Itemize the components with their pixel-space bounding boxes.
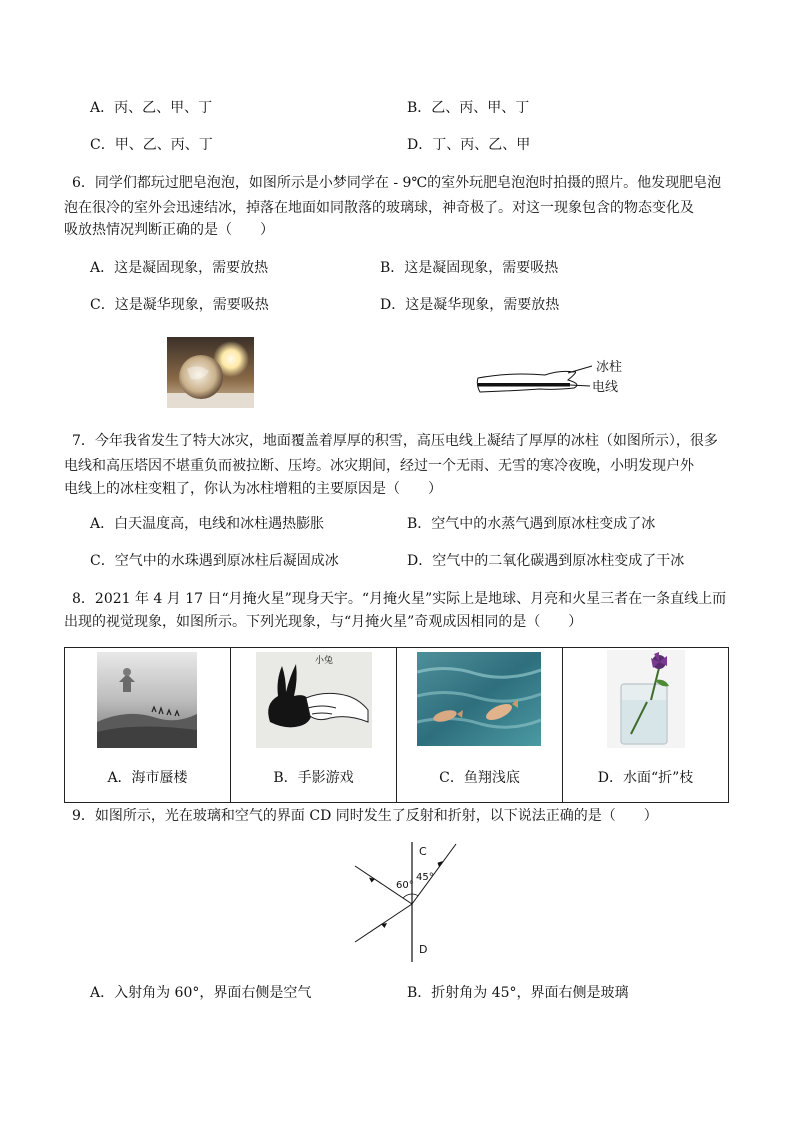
q8-options-table (64, 647, 729, 803)
q7-stem-line-3: 电线上的冰柱变粗了，你认为冰柱增粗的主要原因是（ ） (64, 481, 442, 497)
q7-stem-line-1: 7．今年我省发生了特大冰灾，地面覆盖着厚厚的积雪，高压电线上凝结了厚厚的冰柱（如图所示），很多 (72, 433, 718, 449)
interface-label-d: D (419, 943, 428, 956)
q6-option-a: A．这是凝固现象，需要放热 (90, 260, 269, 276)
q7-stem-line-2: 电线和高压塔因不堪重负而被拉断、压垮。冰灾期间，经过一个无雨、无雪的寒冷夜晚，小明发现户外 (64, 458, 694, 474)
q8-cell-c (397, 648, 563, 803)
q7-option-a: A．白天温度高，电线和冰柱遇热膨胀 (90, 516, 325, 532)
refraction-diagram (345, 838, 465, 966)
fish-photo (417, 652, 541, 746)
q8-cell-b (231, 648, 397, 803)
shadow-caption: 小兔 (315, 656, 334, 666)
hand-shadow-photo (256, 652, 372, 748)
q9-option-a: A．入射角为 60°，界面右侧是空气 (90, 985, 312, 1001)
q6-stem-line-2: 泡在很冷的室外会迅速结冰，掉落在地面如同散落的玻璃球，神奇极了。对这一现象包含的物态变化及 (64, 200, 694, 216)
q6-stem-line-1: 6．同学们都玩过肥皂泡泡，如图所示是小梦同学在 - 9℃的室外玩肥皂泡泡时拍摄的照片。他发现肥皂泡 (72, 175, 722, 191)
q8-cell-a (65, 648, 231, 803)
q5-option-b: B．乙、丙、甲、丁 (407, 100, 530, 116)
q9-option-b: B．折射角为 45°，界面右侧是玻璃 (407, 985, 629, 1001)
q7-option-d: D．空气中的二氧化碳遇到原冰柱变成了干冰 (407, 553, 685, 569)
q8-stem-line-1: 8．2021 年 4 月 17 日“月掩火星”现身天宇。“月掩火星”实际上是地球、月亮和火星三者在一条直线上而 (72, 591, 727, 607)
mirage-photo (97, 652, 197, 748)
interface-label-c: C (419, 845, 427, 858)
q6-option-d: D．这是凝华现象，需要放热 (380, 297, 560, 313)
q6-stem-line-3: 吸放热情况判断正确的是（ ） (64, 222, 274, 238)
q7-option-c: C．空气中的水珠遇到原冰柱后凝固成冰 (90, 553, 339, 569)
frozen-bubble-photo (167, 337, 254, 408)
q6-option-c: C．这是凝华现象，需要吸热 (90, 297, 269, 313)
q8-option-a: A．海市蜃楼 (107, 770, 188, 786)
wire-label: 电线 (592, 380, 619, 395)
ice-label: 冰柱 (596, 360, 623, 375)
q5-option-d: D．丁、丙、乙、甲 (407, 137, 531, 153)
q8-option-c: C．鱼翔浅底 (439, 770, 520, 786)
q9-stem-line-1: 9．如图所示，光在玻璃和空气的界面 CD 同时发生了反射和折射，以下说法正确的是（ ） (72, 808, 658, 824)
angle-label-left: 60° (396, 880, 414, 891)
q8-option-b: B．手影游戏 (273, 770, 354, 786)
q8-stem-line-2: 出现的视觉现象，如图所示。下列光现象，与“月掩火星”奇观成因相同的是（ ） (64, 614, 583, 630)
bent-stem-photo (607, 650, 685, 748)
q8-cell-d (563, 648, 729, 803)
q7-option-b: B．空气中的水蒸气遇到原冰柱变成了冰 (407, 516, 656, 532)
q5-option-a: A．丙、乙、甲、丁 (90, 100, 213, 116)
q5-option-c: C．甲、乙、丙、丁 (90, 137, 213, 153)
q8-option-d: D．水面“折”枝 (597, 770, 694, 786)
q6-option-b: B．这是凝固现象，需要吸热 (380, 260, 559, 276)
angle-label-right: 45° (416, 872, 434, 883)
